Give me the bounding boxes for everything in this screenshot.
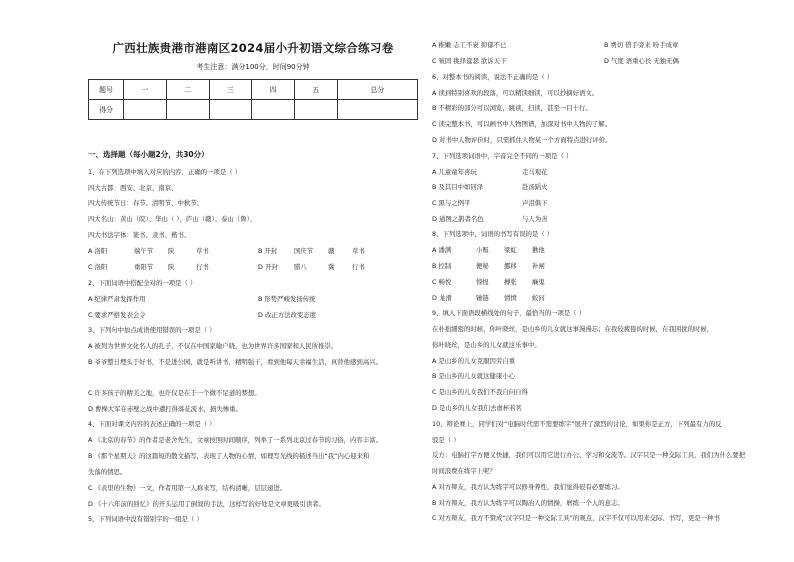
- question-stem: 6、对整本书的阅读，说法不正确的是（ ）: [432, 73, 554, 81]
- option-B[interactable]: B 开封: [258, 247, 278, 255]
- question-stem: 3、下列句中加点成语使用错误的一项是（ ）: [88, 326, 216, 334]
- option-text: 惊惶: [476, 278, 489, 286]
- option-D[interactable]: D 通图之鹊者名色: [432, 215, 484, 223]
- option-C[interactable]: C 要求严格发表会令: [88, 311, 146, 319]
- option-text: 蛟问: [532, 294, 545, 302]
- option-B[interactable]: B 费切 借手旁来 吩手成章: [604, 41, 679, 49]
- option-C[interactable]: C 是山乡的儿女我们不我自问自得: [432, 388, 528, 396]
- passage-line: 反方：电脑打字方便又快捷，我们可以用它进行办公、学习和交流等。汉字只是一种交际工具，我们为什么要把: [432, 451, 746, 459]
- option-text: 癞鬼: [532, 278, 545, 286]
- option-text: 小贩: [476, 246, 489, 254]
- table-cell: 得分: [89, 100, 124, 120]
- question-stem: 8、下列选项中，词语的书写有误的是（ ）: [432, 230, 554, 238]
- option-D[interactable]: D 开封: [258, 263, 278, 271]
- option-text: 国庆节: [294, 247, 314, 255]
- option-text: 腊八: [294, 263, 307, 271]
- option-B[interactable]: B 《那个星期天》的这篇短的散文描写，表现了人物的心情，如理写光线的描述当出“我”内心迎来和: [88, 452, 370, 460]
- table-cell: 四: [252, 80, 295, 100]
- option-text: 重阳节: [134, 263, 154, 271]
- score-entry-cell[interactable]: [124, 100, 167, 120]
- option-text: 陕: [168, 263, 175, 271]
- question-line: 四大传统节日：春节、清明节、中秋节、: [88, 199, 204, 207]
- option-A[interactable]: A 稚嫩 志工不衰 抑郁不已: [432, 41, 507, 49]
- option-text: 揪他: [532, 246, 545, 254]
- score-entry-cell[interactable]: [209, 100, 252, 120]
- option-D[interactable]: D 《十六年前的回忆》的开头运用了倒叙的手法，这样写的好处是文章更吸引读者。: [88, 500, 326, 508]
- question-stem: 4、下面对课文内容的表述正确的一项是（ ）: [88, 420, 216, 428]
- option-text: 走马观花: [522, 168, 548, 176]
- option-text: 草书: [352, 247, 365, 255]
- option-A[interactable]: A 是山乡的儿女克服因劳自重: [432, 357, 516, 365]
- option-B[interactable]: B 不精彩的部分可以浏览，跳读，扫读，甚至一目十行。: [432, 104, 592, 112]
- score-table-header-row: [89, 80, 418, 100]
- option-C[interactable]: C 皱固 挑择筵瑟 欲诉天下: [432, 57, 507, 65]
- option-text: 锤链: [476, 294, 489, 302]
- table-cell: 总分: [337, 80, 417, 100]
- option-text: 端午节: [134, 247, 154, 255]
- question-stem-continued: 驳是（ ）: [432, 436, 460, 444]
- question-line: 四大书法字体：篆书、隶书、楷书、: [88, 231, 191, 239]
- option-A[interactable]: A 儿童童年喜玩: [432, 168, 477, 176]
- question-stem: 7、下列选项词语中，字音完全不同的一项是（ ）: [432, 152, 573, 160]
- option-text: 冀: [328, 263, 335, 271]
- option-B-continued: 失落的情思。: [88, 468, 127, 476]
- option-B[interactable]: B 及其目中如同泽: [432, 183, 484, 191]
- option-text: 与人为善: [522, 215, 548, 223]
- page-title: 广西壮族贵港市港南区2024届小升初语文综合练习卷: [112, 41, 394, 55]
- option-text: 挪移: [504, 262, 517, 270]
- exam-note: 考生注意：满分100分，时间90分钟: [196, 63, 310, 71]
- option-A[interactable]: A 洛阳: [88, 247, 108, 255]
- question-stem: 5、下列词语中没有错别字的一组是（ ）: [88, 515, 203, 523]
- score-table: [88, 79, 418, 120]
- passage-line: 在朴拙細密的时候，你叶晓丝，是山乡的儿女就这事漫漫忘；在我较疲倦的时候，在我困扰的时候，: [432, 325, 714, 333]
- score-entry-cell[interactable]: [166, 100, 209, 120]
- table-cell: 五: [295, 80, 338, 100]
- option-A[interactable]: A 潘满: [432, 246, 452, 254]
- option-C[interactable]: C 洛阳: [88, 263, 108, 271]
- option-C[interactable]: C 许多孩子的精美之地，也许仅是在于一个微不足道的梦想。: [88, 389, 261, 397]
- option-text: 搏张: [504, 278, 517, 286]
- option-A[interactable]: A 纪律严肃发挥作用: [88, 295, 146, 303]
- question-stem: 1、在下列选项中填入对应的内容，正确的一项是（ ）: [88, 168, 242, 176]
- option-text: 补闸: [532, 262, 545, 270]
- option-D[interactable]: D 对书中人物评价时，只需抓住人物某一个方面特点进行评价。: [432, 136, 612, 144]
- option-text: 草书: [196, 247, 209, 255]
- option-A[interactable]: A 读到特别喜欢的段落，可以精读细读，可以抄摘好语文。: [432, 89, 599, 97]
- option-text: 陕: [168, 247, 175, 255]
- option-A[interactable]: A 被列为世界文化名人的孔子，不仅在中国家喻户晓，也为世界许多国家和人民所推崇。: [88, 342, 338, 350]
- option-D[interactable]: D 尨滑: [432, 294, 452, 302]
- option-D[interactable]: D 气度 语重心长 无独无偶: [604, 57, 679, 65]
- option-text: 赴汤蹈火: [522, 183, 548, 191]
- option-C[interactable]: C 读完整本书，可以画书中人物图谱，加深对书中人物的了解。: [432, 120, 612, 128]
- table-cell: 二: [166, 80, 209, 100]
- table-cell: 三: [209, 80, 252, 100]
- question-line: 四大名山：黄山（皖）、华山（ ）、庐山（赣）、泰山（鲁）、: [88, 215, 257, 223]
- option-D[interactable]: D 是山乡的儿女我们去虐杯若茗: [432, 404, 523, 412]
- question-stem: 10、辩论赛上，同学们对“电脑时代需不需要练字”展开了激烈的讨论，如果你是正方，下列最有力的反: [432, 420, 722, 428]
- passage-line: 你叶晓丝，是山乡的儿女就这乐事中。: [432, 341, 541, 349]
- option-C[interactable]: C 对方辩友，我方不赞成“汉字只是一种交际工具”的观点，汉字不仅可以用来交际、书写，更是一种书: [432, 514, 720, 522]
- option-D[interactable]: D 曹操大军在赤壁之战中遭打得落花流水，损失惨重。: [88, 405, 242, 413]
- table-cell: 一: [124, 80, 167, 100]
- table-cell: 题号: [89, 80, 124, 100]
- question-stem: 9、填入下面语段横线处的句子，最恰当的一项是（ ）: [432, 309, 586, 317]
- score-entry-cell[interactable]: [252, 100, 295, 120]
- question-stem: 2、下面词语中搭配全对的一项是（ ）: [88, 279, 197, 287]
- option-text: 声泪俱下: [522, 199, 548, 207]
- option-B[interactable]: B 是山乡的儿女就这健康小心: [432, 372, 516, 380]
- score-entry-cell[interactable]: [337, 100, 417, 120]
- option-B[interactable]: B 爷爷整日埋头于好书，不是进公园，就是听讲书，精明强干，看到他每天幸福生活，真替他感到高兴。: [88, 358, 382, 366]
- option-text: 赣: [328, 247, 335, 255]
- option-A[interactable]: A 对方辩友，我方认为练字可以修身养性，我们觉得很有必要练习。: [432, 483, 624, 491]
- option-C[interactable]: C 黑与之例平: [432, 199, 471, 207]
- option-text: 行书: [352, 263, 365, 271]
- option-B[interactable]: B 对方辩友，我方认为练字可以陶冶人的情操，磨练一个人的意志。: [432, 499, 624, 507]
- score-entry-cell[interactable]: [295, 100, 338, 120]
- option-B[interactable]: B 控制: [432, 262, 452, 270]
- question-line: 四大古都：西安、北京、南京、: [88, 184, 178, 192]
- option-C[interactable]: C 《表里的生物》一文，作者用第一人称来写，结构清晰，层层递进。: [88, 484, 287, 492]
- option-C[interactable]: C 畅悦: [432, 278, 452, 286]
- score-table-score-row: [89, 100, 418, 120]
- option-text: 情愤: [504, 294, 517, 302]
- option-text: 便秘: [476, 262, 489, 270]
- passage-line: 时间浪费在练字上呢？: [432, 467, 496, 475]
- option-text: 梁虹: [504, 246, 517, 254]
- section-heading: 一、选择题（每小题2分，共30分）: [88, 150, 209, 159]
- option-A[interactable]: A 《北京的春节》的作者是老舍先生，文章按照时间顺序，列举了一系列北京过春节的习俗，内容丰富。: [88, 436, 382, 444]
- option-D[interactable]: D 改正方法改变态度: [258, 311, 317, 319]
- option-text: 行书: [196, 263, 209, 271]
- option-B[interactable]: B 形势严峻发扬传统: [258, 295, 316, 303]
